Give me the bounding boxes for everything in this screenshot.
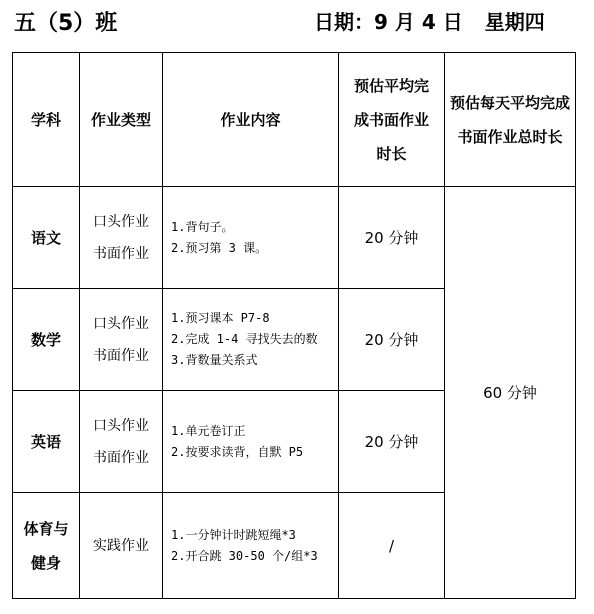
class-name: 五（5）班 (14, 11, 118, 36)
content-item: 2.预习第 3 课。 (171, 240, 268, 255)
header-total-line: 预估每天平均完成 (449, 93, 570, 112)
type-cell (80, 289, 163, 391)
content-item: 2.完成 1-4 寻找失去的数 (171, 332, 318, 346)
type-item: 书面作业 (93, 245, 149, 262)
type-item: 书面作业 (93, 347, 149, 364)
date-label: 日期：9 月 4 日 (314, 10, 463, 34)
content-cell (163, 289, 339, 391)
content-item: 3.背数量关系式 (171, 353, 258, 367)
time-cell: 20 分钟 (339, 187, 445, 289)
content-item: 1.背句子。 (171, 219, 234, 234)
header-subject: 学科 (13, 53, 80, 187)
content-item: 2.按要求读背，自默 P5 (171, 444, 304, 459)
subject-cell: 英语 (13, 391, 80, 493)
time-cell: 20 分钟 (339, 289, 445, 391)
content-item: 1.单元卷订正 (171, 423, 246, 438)
subject-cell: 语文 (13, 187, 80, 289)
content-cell (163, 391, 339, 493)
header-total-time (445, 53, 576, 187)
time-cell: 20 分钟 (339, 391, 445, 493)
time-cell: / (339, 493, 445, 599)
table-header-row (13, 53, 576, 187)
type-item: 实践作业 (93, 537, 149, 554)
header-est-time (339, 53, 445, 187)
type-cell (80, 391, 163, 493)
header-est-time-line: 预估平均完 (353, 76, 429, 95)
page-header (14, 6, 580, 40)
content-item: 1.预习课本 P7-8 (171, 311, 270, 325)
date-line (314, 6, 545, 35)
type-cell (80, 187, 163, 289)
content-item: 2.开合跳 30-50 个/组*3 (171, 548, 318, 563)
content-item: 1.一分钟计时跳短绳*3 (171, 527, 296, 542)
content-cell (163, 493, 339, 599)
total-time-cell: 60 分钟 (445, 187, 576, 599)
weekday-label: 星期四 (484, 10, 545, 34)
header-est-time-line: 时长 (376, 144, 407, 163)
content-cell (163, 187, 339, 289)
table-row (13, 187, 576, 289)
type-item: 口头作业 (93, 417, 149, 434)
subject-line: 体育与 (23, 519, 69, 538)
type-item: 口头作业 (93, 315, 149, 332)
type-cell (80, 493, 163, 599)
header-content: 作业内容 (163, 53, 339, 187)
header-type: 作业类型 (80, 53, 163, 187)
homework-table (12, 52, 576, 599)
type-item: 书面作业 (93, 449, 149, 466)
subject-line: 健身 (30, 553, 61, 572)
subject-cell (13, 493, 80, 599)
header-total-line: 书面作业总时长 (457, 127, 563, 146)
header-est-time-line: 成书面作业 (353, 110, 429, 129)
type-item: 口头作业 (93, 213, 149, 230)
subject-cell: 数学 (13, 289, 80, 391)
